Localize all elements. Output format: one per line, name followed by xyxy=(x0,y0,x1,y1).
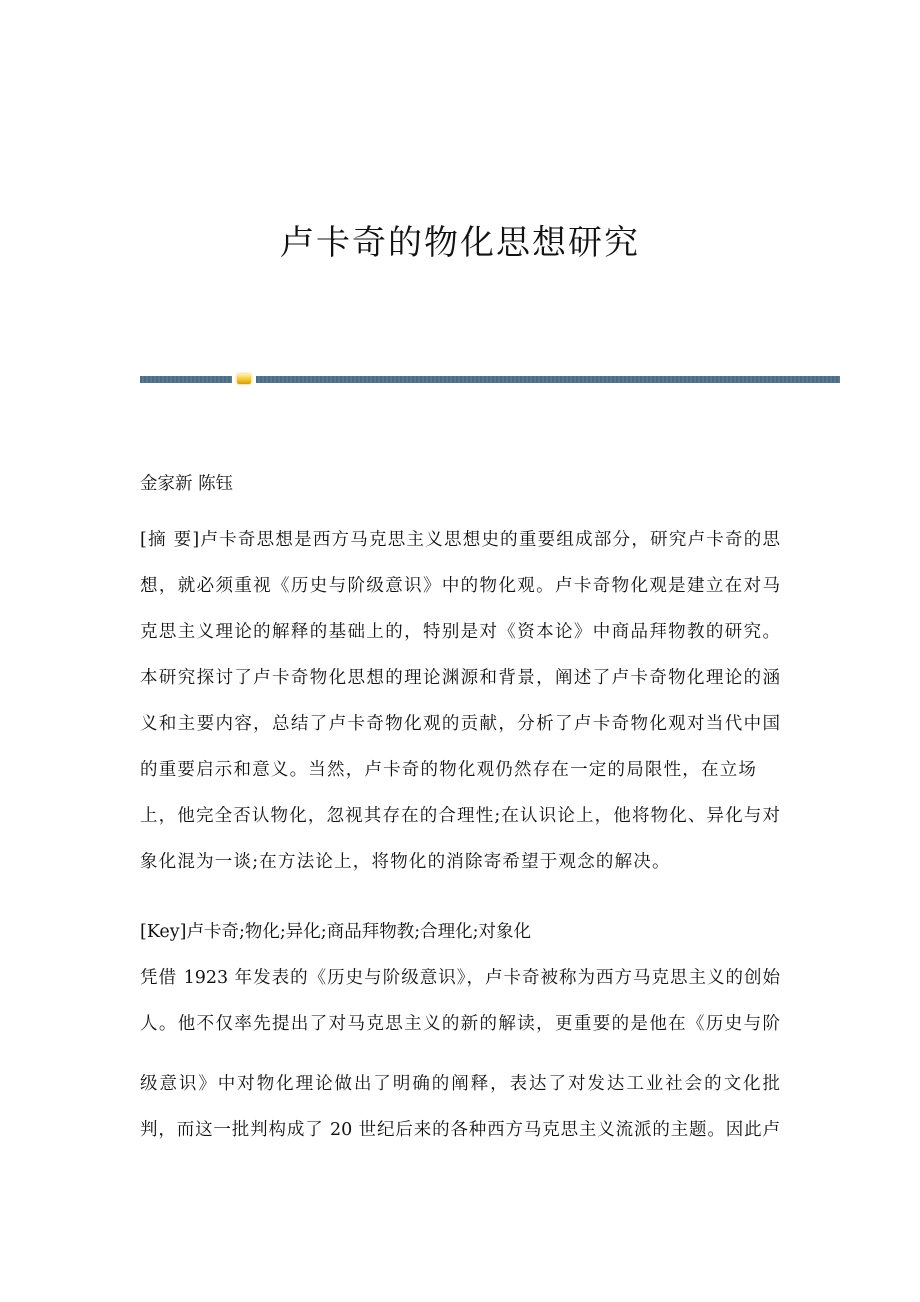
document-title: 卢卡奇的物化思想研究 xyxy=(280,223,640,263)
divider-left xyxy=(140,376,232,383)
abstract-line: 克思主义理论的解释的基础上的，特别是对《资本论》中商品拜物教的研究。 xyxy=(140,622,780,642)
body-line: 凭借 1923 年发表的《历史与阶级意识》，卢卡奇被称为西方马克思主义的创始 xyxy=(140,968,780,988)
divider-ornament-icon xyxy=(237,374,251,384)
abstract-line: 的重要启示和意义。当然，卢卡奇的物化观仍然存在一定的局限性，在立场 xyxy=(140,760,758,780)
authors: 金家新 陈钰 xyxy=(140,474,234,494)
body-line: 级意识》中对物化理论做出了明确的阐释，表达了对发达工业社会的文化批 xyxy=(140,1074,780,1094)
abstract-line: 想，就必须重视《历史与阶级意识》中的物化观。卢卡奇物化观是建立在对马 xyxy=(140,576,780,596)
divider-right xyxy=(256,376,840,383)
abstract-line: 本研究探讨了卢卡奇物化思想的理论渊源和背景，阐述了卢卡奇物化理论的涵 xyxy=(140,668,780,688)
abstract-line: 象化混为一谈;在方法论上，将物化的消除寄希望于观念的解决。 xyxy=(140,852,671,872)
body-line: 人。他不仅率先提出了对马克思主义的新的解读，更重要的是他在《历史与阶 xyxy=(140,1014,780,1034)
abstract-line: [摘 要]卢卡奇思想是西方马克思主义思想史的重要组成部分，研究卢卡奇的思 xyxy=(140,530,780,550)
abstract-line: 义和主要内容，总结了卢卡奇物化观的贡献，分析了卢卡奇物化观对当代中国 xyxy=(140,714,780,734)
abstract-line: 上，他完全否认物化，忽视其存在的合理性;在认识论上，他将物化、异化与对 xyxy=(140,806,780,826)
keywords: [Key]卢卡奇;物化;异化;商品拜物教;合理化;对象化 xyxy=(140,922,531,942)
body-line: 判，而这一批判构成了 20 世纪后来的各种西方马克思主义流派的主题。因此卢 xyxy=(140,1120,780,1140)
